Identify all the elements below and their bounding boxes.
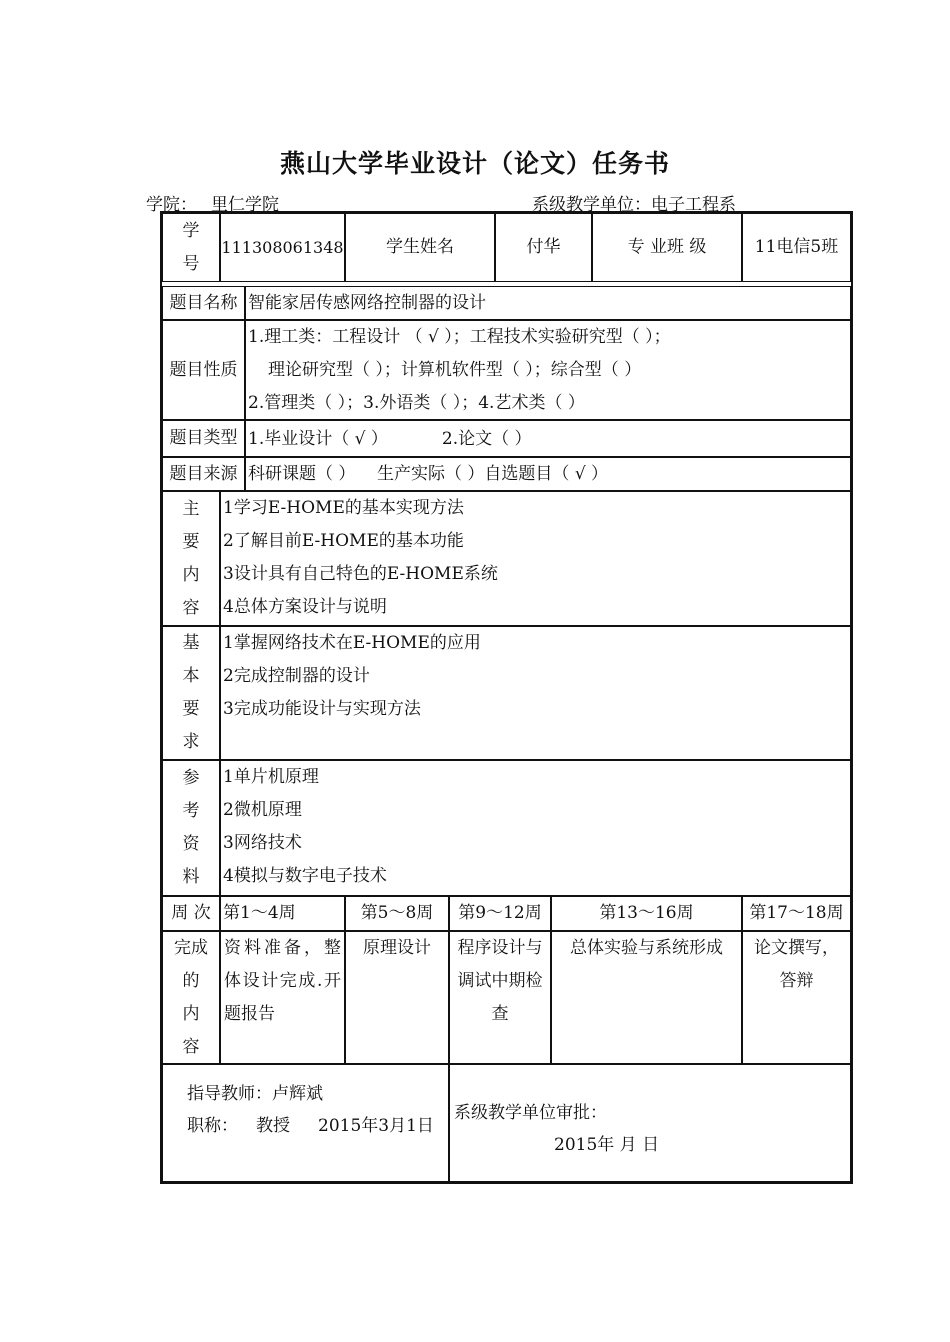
week-3: 第9～12周 <box>449 896 551 931</box>
list-item: 3设计具有自己特色的E-HOME系统 <box>223 564 498 584</box>
class-label: 专 业班 级 <box>592 213 742 282</box>
dept-approval-label: 系级教学单位审批： <box>454 1103 607 1123</box>
class-value: 11电信5班 <box>742 213 851 282</box>
list-item: 1学习E-HOME的基本实现方法 <box>223 498 464 518</box>
dept-approval-block <box>449 1064 851 1182</box>
rank-label: 职称： <box>187 1116 238 1136</box>
main-content-list <box>220 491 851 626</box>
topic-source-label: 题目来源 <box>162 457 245 491</box>
list-item: 2了解目前E-HOME的基本功能 <box>223 531 464 551</box>
topic-name-label: 题目名称 <box>162 286 245 320</box>
advisor-name: 卢辉斌 <box>272 1084 323 1104</box>
college-label: 学院： <box>146 195 197 215</box>
content-1: 资料准备，整体设计完成.开题报告 <box>220 931 345 1064</box>
student-name-label: 学生姓名 <box>345 213 495 282</box>
list-item: 4总体方案设计与说明 <box>223 597 387 617</box>
dept-label: 系级教学单位： <box>532 195 651 215</box>
week-4: 第13～16周 <box>551 896 742 931</box>
advisor-label: 指导教师： <box>187 1084 272 1104</box>
list-item: 2微机原理 <box>223 800 302 820</box>
content-3: 程序设计与调试中期检查 <box>449 931 551 1064</box>
advisor-block <box>162 1064 449 1182</box>
nature-line-3: 2.管理类（ ）；3.外语类（ ）；4.艺术类（ ） <box>248 393 585 413</box>
list-item: 1单片机原理 <box>223 767 319 787</box>
college-value: 里仁学院 <box>211 195 279 215</box>
topic-type-value: 1.毕业设计（ √ ） 2.论文（ ） <box>245 420 851 457</box>
week-label: 周 次 <box>162 896 220 931</box>
week-5: 第17～18周 <box>742 896 851 931</box>
completion-content-label: 完成 的 内 容 <box>162 931 220 1064</box>
list-item: 3完成功能设计与实现方法 <box>223 699 421 719</box>
week-1: 第1～4周 <box>220 896 345 931</box>
topic-nature-label: 题目性质 <box>162 320 245 420</box>
content-4: 总体实验与系统形成 <box>551 931 742 1064</box>
topic-source-value: 科研课题（ ） 生产实际（ ）自选题目（ √ ） <box>245 457 851 491</box>
student-id-value: 111308061348 <box>220 213 345 282</box>
list-item: 3网络技术 <box>223 833 302 853</box>
references-label: 参 考 资 料 <box>162 760 220 896</box>
references-list <box>220 760 851 896</box>
dept-value: 电子工程系 <box>651 195 736 215</box>
week-2: 第5～8周 <box>345 896 449 931</box>
student-id-label: 学 号 <box>162 213 220 282</box>
requirements-label: 基 本 要 求 <box>162 626 220 760</box>
rank-value: 教授 <box>256 1116 290 1136</box>
topic-name-value: 智能家居传感网络控制器的设计 <box>245 286 851 320</box>
nature-line-2: 理论研究型（ ）；计算机软件型（ ）；综合型（ ） <box>268 360 642 380</box>
list-item: 2完成控制器的设计 <box>223 666 370 686</box>
dept-approval-date: 2015年 月 日 <box>554 1135 660 1155</box>
task-table <box>160 211 853 1184</box>
topic-nature-value <box>245 320 851 420</box>
student-name-value: 付华 <box>495 213 592 282</box>
list-item: 1掌握网络技术在E-HOME的应用 <box>223 633 481 653</box>
list-item: 4模拟与数字电子技术 <box>223 866 387 886</box>
advisor-date: 2015年3月1日 <box>318 1116 434 1136</box>
topic-type-label: 题目类型 <box>162 420 245 457</box>
content-5: 论文撰写，答辩 <box>742 931 851 1064</box>
main-content-label: 主 要 内 容 <box>162 491 220 626</box>
page-title: 燕山大学毕业设计（论文）任务书 <box>279 149 670 178</box>
content-2: 原理设计 <box>345 931 449 1064</box>
nature-line-1: 1.理工类：工程设计 （ √ ）；工程技术实验研究型（ ）； <box>248 327 671 347</box>
requirements-list <box>220 626 851 760</box>
